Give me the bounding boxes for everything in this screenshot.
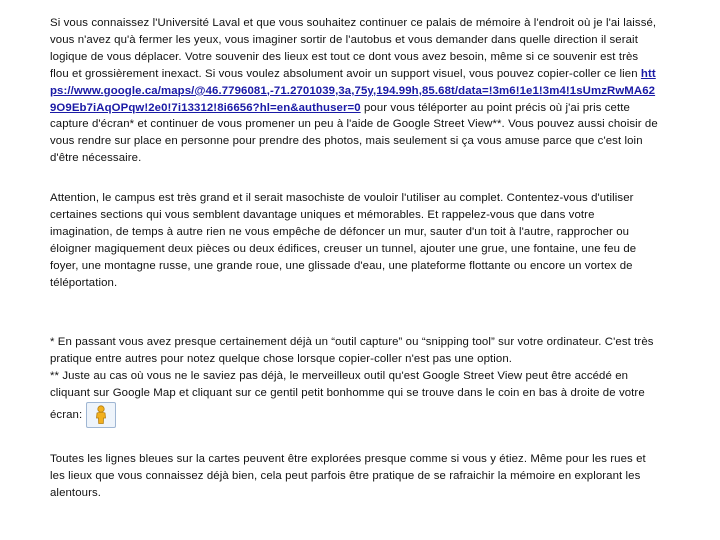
paragraph-blue-lines [50,451,660,502]
paragraph-intro [50,15,660,167]
footnotes [50,334,660,428]
intro-text-end: pour vous téléporter au point précis où j'ai pris cette capture d'écran* et continuer de vous promener un peu à l'aide de Google Street View**. Vous pouvez aussi choisir de vous rendre sur place en personne pour prendre des photos, mais seulement si ça vous amuse parce que c'est loin d'être nécessaire. [50,101,658,165]
street-view-pegman-icon [86,402,116,428]
footnote-street-view [50,368,660,428]
footnote-street-view-text: ** Juste au cas où vous ne le saviez pas déjà, le merveilleux outil qu'est Google Street View peut être accédé en cliquant sur Google Map et cliquant sur ce gentil petit bonhomme qui se trouve dans le coin en bas à droite de votre écran: [50,369,645,421]
intro-text-start: Si vous connaissez l'Université Laval et que vous souhaitez continuer ce palais de mémoire à l'endroit où je l'ai laissé, vous n'avez qu'à fermer les yeux, vous imaginer sortir de l'autobus et vous demander dans quelle direction il serait logique de vous déplacer. Votre souvenir des lieux est tout ce dont vous avez besoin, même si ce souvenir est très flou et grossièrement inexact. Si vous voulez absolument avoir un support visuel, vous pouvez copier-coller ce lien [50,17,657,80]
paragraph-attention [50,190,660,291]
google-maps-link[interactable]: https://www.google.ca/maps/@46.7796081,-71.2701039,3a,75y,194.99h,85.68t/data=!3m6!1e1!3m4!1sUmzRwMA629O9Eb7iAqOPqw!2e0!7i13312!8i6656?hl=en&authuser=0 [50,67,656,114]
attention-text: Attention, le campus est très grand et il serait masochiste de vouloir l'utiliser au complet. Contentez-vous d'utiliser certaines sections qui vous semblent davantage uniques et mémorables. Et rappelez-vous que dans votre imagination, de temps à autre rien ne vous empêche de défoncer un mur, sauter d'un toit à l'autre, rapprocher ou éloigner magiquement deux pièces ou deux édifices, creuser un tunnel, ajouter une grue, une fontaine, une feu de foyer, une montagne russe, une grande roue, une glissade d'eau, une plateforme flottante ou encore un vortex de téléportation. [50,192,637,289]
footnote-snipping-tool: * En passant vous avez presque certainement déjà un “outil capture” ou “snipping tool” sur votre ordinateur. C'est très pratique entre autres pour notez quelque chose lorsque copier-coller n'est pas une option. [50,336,654,365]
blue-lines-text: Toutes les lignes bleues sur la cartes peuvent être explorées presque comme si vous y étiez. Même pour les rues et les lieux que vous connaissez déjà bien, cela peut parfois être pratique de se rafraichir la mémoire en explorant les alentours. [50,453,646,499]
